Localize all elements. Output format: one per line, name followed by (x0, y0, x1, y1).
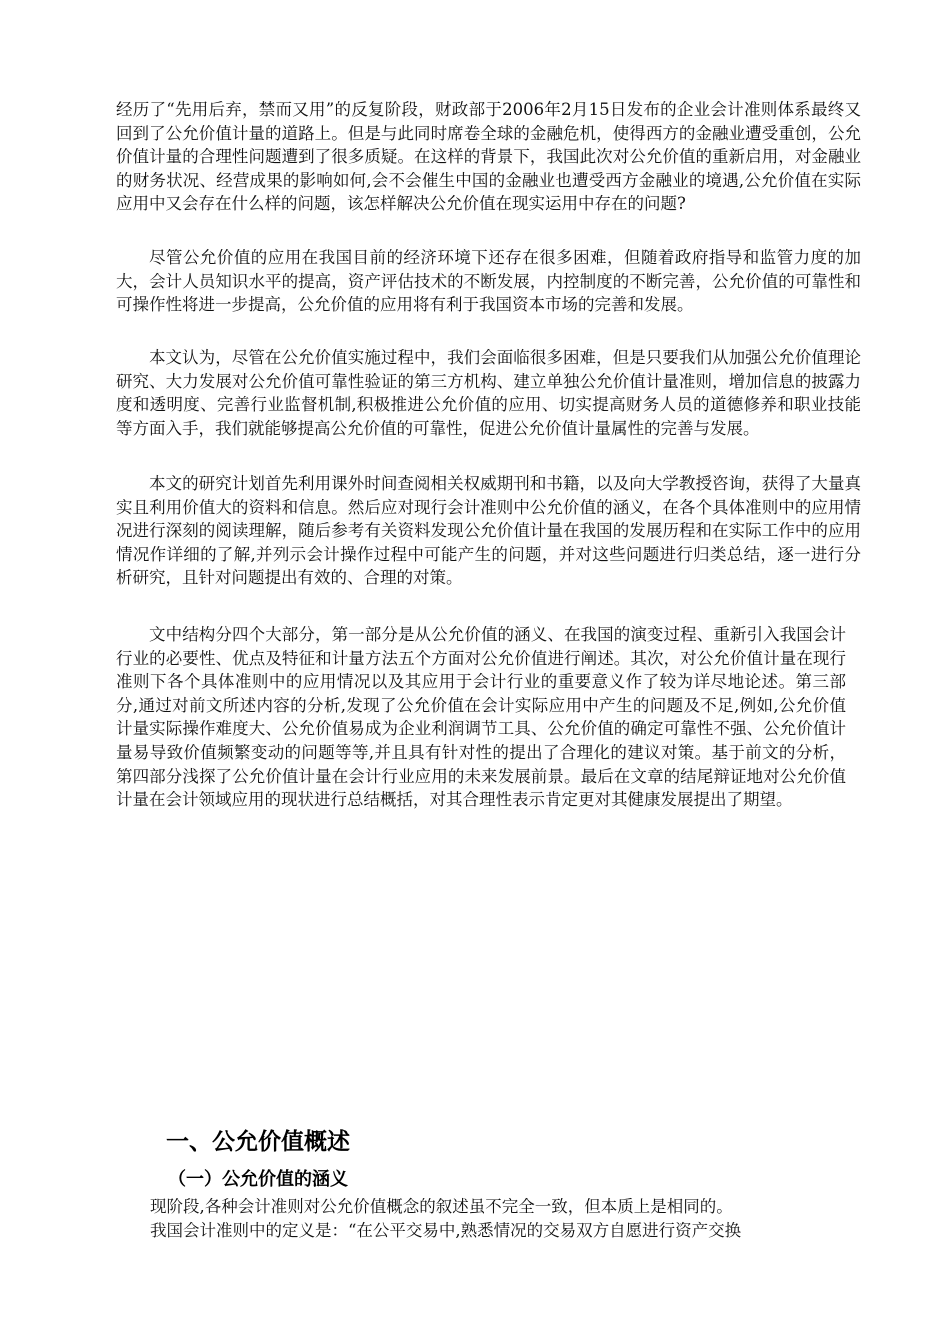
paragraph-outlook: 尽管公允价值的应用在我国目前的经济环境下还存在很多困难，但随着政府指导和监管力度的加大，会计人员知识水平的提高，资产评估技术的不断发展，内控制度的不断完善，公允价值的可靠性和可操作性将进一步提高，公允价值的应用将有利于我国资本市场的完善和发展。 (116, 248, 861, 315)
chapter-heading: 一、公允价值概述 (166, 1129, 350, 1155)
paragraph-background: 经历了“先用后弃，禁而又用”的反复阶段，财政部于2006年2月15日发布的企业会计准则体系最终又回到了公允价值计量的道路上。但是与此同时席卷全球的金融危机，使得西方的金融业遭受重创，公允价值计量的合理性问题遭到了很多质疑。在这样的背景下，我国此次对公允价值的重新启用，对金融业的财务状况、经营成果的影响如何,会不会催生中国的金融业也遭受西方金融业的境遇,公允价值在实际应用中又会存在什么样的问题，该怎样解决公允价值在现实运用中存在的问题? (116, 100, 861, 214)
paragraph-structure: 文中结构分四个大部分，第一部分是从公允价值的涵义、在我国的演变过程、重新引入我国会计行业的必要性、优点及特征和计量方法五个方面对公允价值进行阐述。其次，对公允价值计量在现行准则下各个具体准则中的应用情况以及其应用于会计行业的重要意义作了较为详尽地论述。第三部分,通过对前文所述内容的分析,发现了公允价值在会计实际应用中产生的问题及不足,例如,公允价值计量实际操作难度大、公允价值易成为企业利润调节工具、公允价值的确定可靠性不强、公允价值计量易导致价值频繁变动的问题等等,并且具有针对性的提出了合理化的建议对策。基于前文的分析，第四部分浅探了公允价值计量在会计行业应用的未来发展前景。最后在文章的结尾辩证地对公允价值计量在会计领域应用的现状进行总结概括，对其合理性表示肯定更对其健康发展提出了期望。 (116, 625, 846, 810)
section-body-line-1: 现阶段,各种会计准则对公允价值概念的叙述虽不完全一致，但本质上是相同的。 (150, 1197, 733, 1216)
section-heading: （一）公允价值的涵义 (168, 1169, 348, 1190)
paragraph-thesis: 本文认为，尽管在公允价值实施过程中，我们会面临很多困难，但是只要我们从加强公允价值理论研究、大力发展对公允价值可靠性验证的第三方机构、建立单独公允价值计量准则，增加信息的披露力度和透明度、完善行业监督机制,积极推进公允价值的应用、切实提高财务人员的道德修养和职业技能等方面入手，我们就能够提高公允价值的可靠性，促进公允价值计量属性的完善与发展。 (116, 348, 861, 438)
paragraph-research-plan: 本文的研究计划首先利用课外时间查阅相关权威期刊和书籍，以及向大学教授咨询，获得了大量真实且利用价值大的资料和信息。然后应对现行会计准则中公允价值的涵义，在各个具体准则中的应用情况进行深刻的阅读理解，随后参考有关资料发现公允价值计量在我国的发展历程和在实际工作中的应用情况作详细的了解,并列示会计操作过程中可能产生的问题，并对这些问题进行归类总结，逐一进行分析研究，且针对问题提出有效的、合理的对策。 (116, 474, 861, 588)
section-body-line-2: 我国会计准则中的定义是：“在公平交易中,熟悉情况的交易双方自愿进行资产交换 (150, 1221, 742, 1240)
